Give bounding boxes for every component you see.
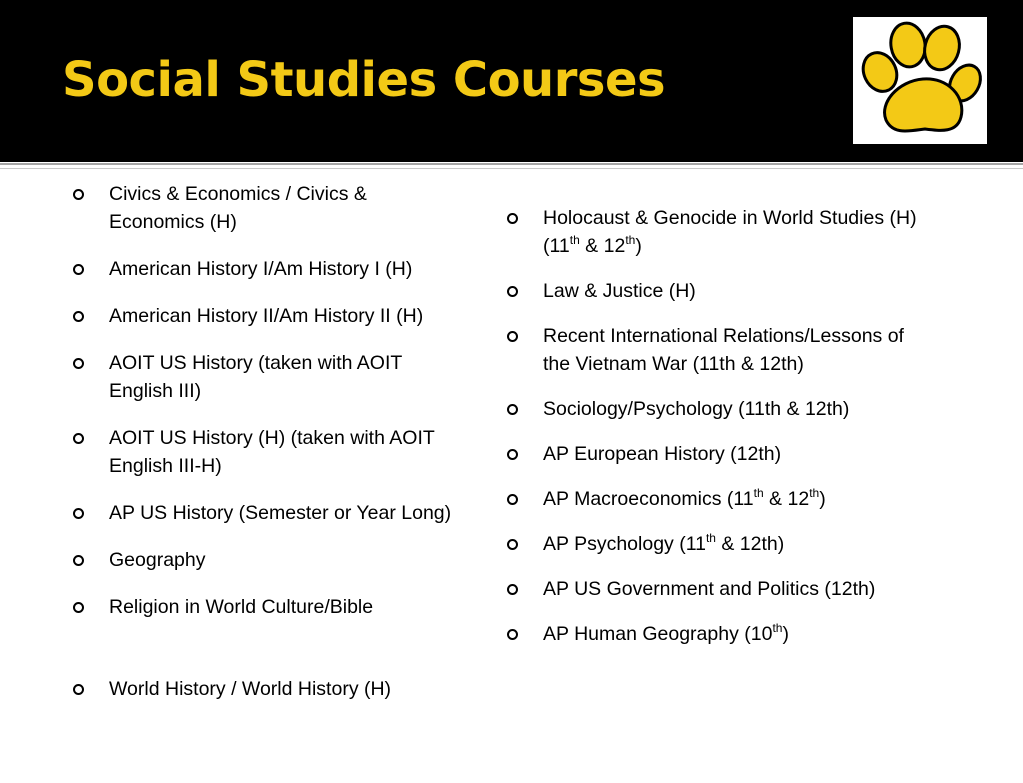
course-text: ) — [819, 488, 826, 510]
course-text: & 12 — [763, 488, 810, 510]
ordinal-suffix: th — [772, 620, 783, 635]
header-divider — [0, 163, 1023, 165]
bullet-icon — [507, 494, 518, 505]
bullet-icon — [73, 508, 84, 519]
course-line: American History I/Am History I (H) — [109, 258, 413, 280]
course-line: AOIT US History (taken with AOIT — [109, 352, 403, 374]
list-item — [70, 675, 500, 703]
course-line: Geography — [109, 549, 206, 571]
course-line: Sociology/Psychology (11th & 12th) — [543, 398, 850, 420]
course-line: Civics & Economics / Civics & — [109, 183, 367, 205]
list-item — [70, 302, 500, 330]
course-line: the Vietnam War (11th & 12th) — [543, 353, 804, 375]
course-line: English III) — [109, 380, 202, 402]
left-course-list — [70, 180, 500, 722]
course-line: English III-H) — [109, 455, 222, 477]
course-line: Law & Justice (H) — [543, 280, 696, 302]
bullet-icon — [73, 555, 84, 566]
paw-logo — [853, 17, 987, 144]
course-line: World History / World History (H) — [109, 678, 392, 700]
course-text: ) — [782, 623, 789, 645]
bullet-icon — [507, 629, 518, 640]
bullet-icon — [73, 358, 84, 369]
page-title: Social Studies Courses — [62, 52, 666, 108]
course-text: AP Psychology (11 — [543, 533, 706, 555]
list-item — [504, 395, 974, 423]
ordinal-suffix: th — [625, 232, 636, 247]
course-line: Holocaust & Genocide in World Studies (H) — [543, 207, 917, 229]
course-line: Religion in World Culture/Bible — [109, 596, 374, 618]
list-item — [504, 575, 974, 603]
list-item — [70, 180, 500, 236]
course-line: AP European History (12th) — [543, 443, 782, 465]
course-line: AOIT US History (H) (taken with AOIT — [109, 427, 435, 449]
bullet-icon — [507, 449, 518, 460]
bullet-icon — [73, 311, 84, 322]
ordinal-suffix: th — [753, 485, 764, 500]
bullet-icon — [73, 264, 84, 275]
list-item — [70, 255, 500, 283]
course-text: & 12th) — [715, 533, 785, 555]
course-line: Recent International Relations/Lessons of — [543, 325, 904, 347]
list-item — [70, 424, 500, 480]
course-text: ) — [635, 235, 642, 257]
title-bar — [0, 0, 1023, 162]
ordinal-suffix: th — [569, 232, 580, 247]
list-item — [504, 620, 974, 648]
course-text: AP Macroeconomics (11 — [543, 488, 754, 510]
list-item — [70, 499, 500, 527]
bullet-icon — [73, 433, 84, 444]
list-item — [70, 546, 500, 574]
course-text: & 12 — [579, 235, 626, 257]
list-item — [504, 485, 974, 513]
bullet-icon — [507, 286, 518, 297]
bullet-icon — [73, 684, 84, 695]
list-item — [504, 277, 974, 305]
course-line: Economics (H) — [109, 211, 237, 233]
course-line: AP US Government and Politics (12th) — [543, 578, 876, 600]
ordinal-suffix: th — [809, 485, 820, 500]
bullet-icon — [507, 213, 518, 224]
course-line: American History II/Am History II (H) — [109, 305, 424, 327]
course-line: AP US History (Semester or Year Long) — [109, 502, 452, 524]
ordinal-suffix: th — [705, 530, 716, 545]
course-text: (11 — [543, 235, 570, 257]
list-item — [504, 322, 974, 378]
list-item — [70, 349, 500, 405]
course-text: AP Human Geography (10 — [543, 623, 773, 645]
right-course-list — [504, 204, 974, 665]
list-item — [70, 593, 500, 621]
bullet-icon — [73, 189, 84, 200]
header-divider-thin — [0, 168, 1023, 169]
bullet-icon — [507, 539, 518, 550]
bullet-icon — [73, 602, 84, 613]
list-item — [504, 440, 974, 468]
bullet-icon — [507, 331, 518, 342]
bullet-icon — [507, 404, 518, 415]
bullet-icon — [507, 584, 518, 595]
list-item — [504, 204, 974, 260]
list-item — [504, 530, 974, 558]
paw-print-icon — [853, 17, 987, 144]
